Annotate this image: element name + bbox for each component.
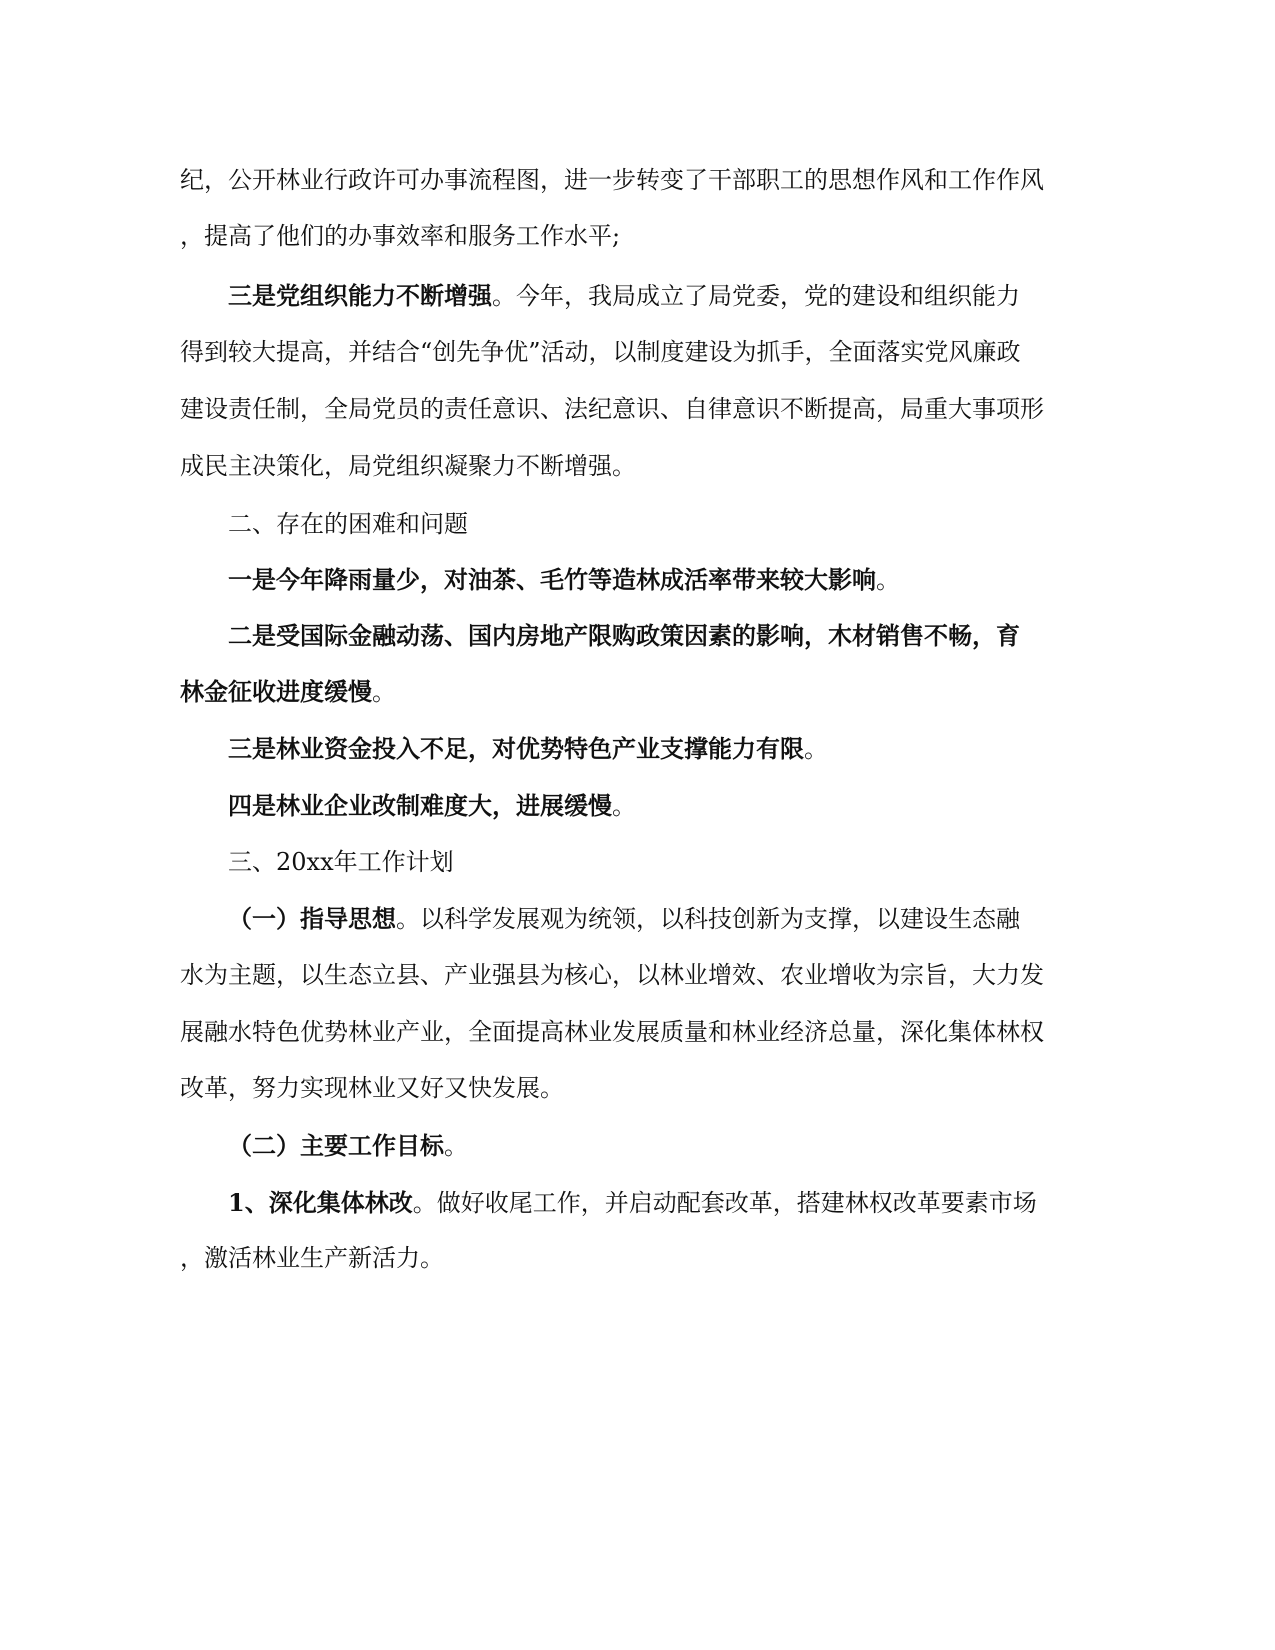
- bold-lead: （一）指导思想: [228, 904, 396, 933]
- line-text: 二、存在的困难和问题: [228, 510, 468, 538]
- line-text: 。以科学发展观为统领，以科技创新为支撑，以建设生态融: [396, 905, 1020, 933]
- paragraph-line: [180, 1238, 444, 1278]
- line-text: 得到较大提高，并结合“创先争优”活动，以制度建设为抓手，全面落实党风廉政: [180, 338, 1021, 366]
- paragraph-line: [228, 729, 828, 769]
- bold-lead: 1、深化集体林改: [228, 1188, 413, 1217]
- line-text: 。做好收尾工作，并启动配套改革，搭建林权改革要素市场: [412, 1189, 1037, 1217]
- line-text: 。: [444, 1132, 468, 1160]
- paragraph-line: [180, 672, 396, 712]
- bold-lead: 林金征收进度缓慢: [180, 677, 372, 706]
- bold-lead: 二是受国际金融动荡、国内房地产限购政策因素的影响，木材销售不畅，育: [228, 621, 1020, 650]
- paragraph-line: [180, 1068, 564, 1108]
- paragraph-line: [228, 1183, 1037, 1223]
- line-text: 纪，公开林业行政许可办事流程图，进一步转变了干部职工的思想作风和工作作风: [180, 166, 1044, 194]
- paragraph-line: [228, 899, 1020, 939]
- bold-lead: 三是党组织能力不断增强: [228, 281, 492, 310]
- line-text: 。: [612, 792, 636, 820]
- line-text: ，激活林业生产新活力。: [180, 1244, 444, 1272]
- paragraph-line: [228, 1126, 468, 1166]
- line-text: ，提高了他们的办事效率和服务工作水平;: [180, 222, 621, 250]
- line-text: 。今年，我局成立了局党委，党的建设和组织能力: [492, 282, 1020, 310]
- paragraph-line: [180, 446, 636, 486]
- paragraph-line: [180, 389, 1044, 429]
- bold-lead: 三是林业资金投入不足，对优势特色产业支撑能力有限: [228, 734, 804, 763]
- line-text: 成民主决策化，局党组织凝聚力不断增强。: [180, 452, 636, 480]
- line-text: 改革，努力实现林业又好又快发展。: [180, 1074, 564, 1102]
- paragraph-line: [180, 1012, 1044, 1052]
- paragraph-line: [228, 786, 636, 826]
- section-heading: [228, 842, 454, 882]
- line-text: 展融水特色优势林业产业，全面提高林业发展质量和林业经济总量，深化集体林权: [180, 1018, 1044, 1046]
- paragraph-line: [228, 616, 1020, 656]
- paragraph-line: [180, 332, 1021, 372]
- section-heading: [228, 504, 468, 544]
- paragraph-line: [180, 160, 1044, 200]
- paragraph-line: [180, 955, 1044, 995]
- bold-lead: 一是今年降雨量少，对油茶、毛竹等造林成活率带来较大影响: [228, 565, 876, 594]
- line-text: 建设责任制，全局党员的责任意识、法纪意识、自律意识不断提高，局重大事项形: [180, 395, 1044, 423]
- line-text: 水为主题，以生态立县、产业强县为核心，以林业增效、农业增收为宗旨，大力发: [180, 961, 1044, 989]
- paragraph-line: [180, 216, 620, 256]
- paragraph-line: [228, 276, 1020, 316]
- line-text: 。: [876, 566, 900, 594]
- bold-lead: （二）主要工作目标: [228, 1131, 444, 1160]
- line-text: 三、20xx年工作计划: [228, 848, 454, 876]
- paragraph-line: [228, 560, 900, 600]
- line-text: 。: [804, 735, 828, 763]
- bold-lead: 四是林业企业改制难度大，进展缓慢: [228, 791, 612, 820]
- line-text: 。: [372, 678, 396, 706]
